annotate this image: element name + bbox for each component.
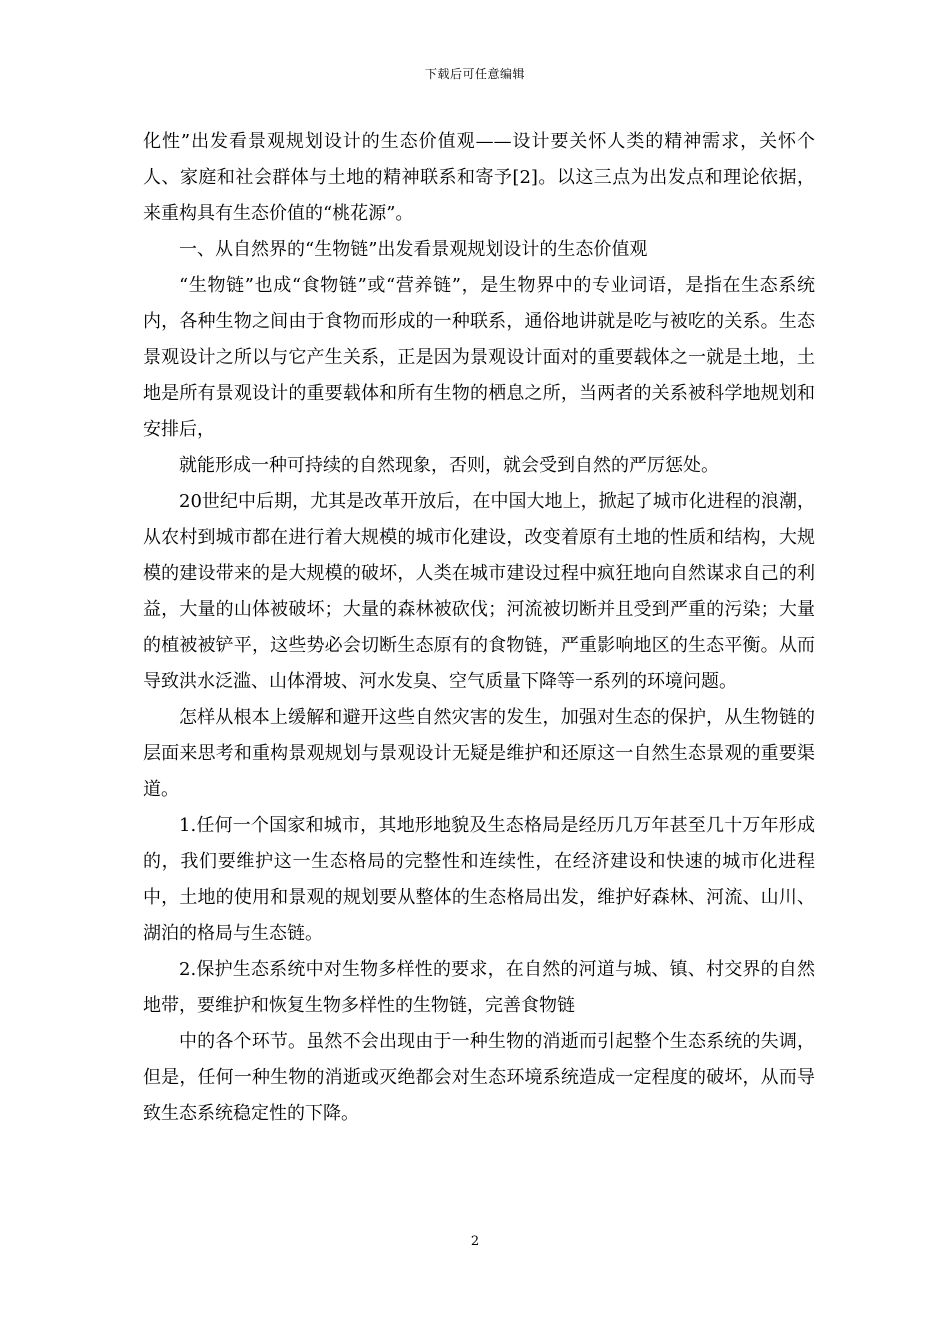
paragraph: 中的各个环节。虽然不会出现由于一种生物的消逝而引起整个生态系统的失调，但是，任何一种生物的消逝或灭绝都会对生态环境系统造成一定程度的破坏，从而导致生态系统稳定性的下降。: [143, 1031, 815, 1124]
numbered-item: 2.保护生态系统中对生物多样性的要求，在自然的河道与城、镇、村交界的自然地带，要维护和恢复生物多样性的生物链，完善食物链: [143, 959, 815, 1016]
page-header: 下载后可任意编辑: [424, 67, 525, 81]
section-heading: 一、从自然界的“生物链”出发看景观规划设计的生态价值观: [179, 239, 648, 260]
paragraph: 20世纪中后期，尤其是改革开放后，在中国大地上，掀起了城市化进程的浪潮，从农村到城市都在进行着大规模的城市化建设，改变着原有土地的性质和结构，大规模的建设带来的是大规模的破坏，人类在城市建设过程中疯狂地向自然谋求自己的利益，大量的山体被破坏；大量的森林被砍伐；河流被切断并且受到严重的污染；大量的植被被铲平，这些势必会切断生态原有的食物链，严重影响地区的生态平衡。从而导致洪水泛滥、山体滑坡、河水发臭、空气质量下降等一系列的环境问题。: [143, 491, 815, 692]
document-body: [143, 124, 815, 1132]
numbered-item: 1.任何一个国家和城市，其地形地貌及生态格局是经历几万年甚至几十万年形成的，我们要维护这一生态格局的完整性和连续性，在经济建设和快速的城市化进程中，土地的使用和景观的规划要从整体的生态格局出发，维护好森林、河流、山川、湖泊的格局与生态链。: [143, 815, 815, 944]
page-number: 2: [470, 1234, 480, 1249]
paragraph-continuation: 化性”出发看景观规划设计的生态价值观——设计要关怀人类的精神需求，关怀个人、家庭和社会群体与土地的精神联系和寄予[2]。以这三点为出发点和理论依据，来重构具有生态价值的“桃花源”。: [143, 131, 815, 224]
paragraph: 怎样从根本上缓解和避开这些自然灾害的发生，加强对生态的保护，从生物链的层面来思考和重构景观规划与景观设计无疑是维护和还原这一自然生态景观的重要渠道。: [143, 707, 815, 800]
paragraph: 就能形成一种可持续的自然现象，否则，就会受到自然的严厉惩处。: [179, 455, 719, 476]
paragraph: “生物链”也成“食物链”或“营养链”，是生物界中的专业词语，是指在生态系统内，各种生物之间由于食物而形成的一种联系，通俗地讲就是吃与被吃的关系。生态景观设计之所以与它产生关系，正是因为景观设计面对的重要载体之一就是土地，土地是所有景观设计的重要载体和所有生物的栖息之所，当两者的关系被科学地规划和安排后，: [143, 275, 815, 440]
